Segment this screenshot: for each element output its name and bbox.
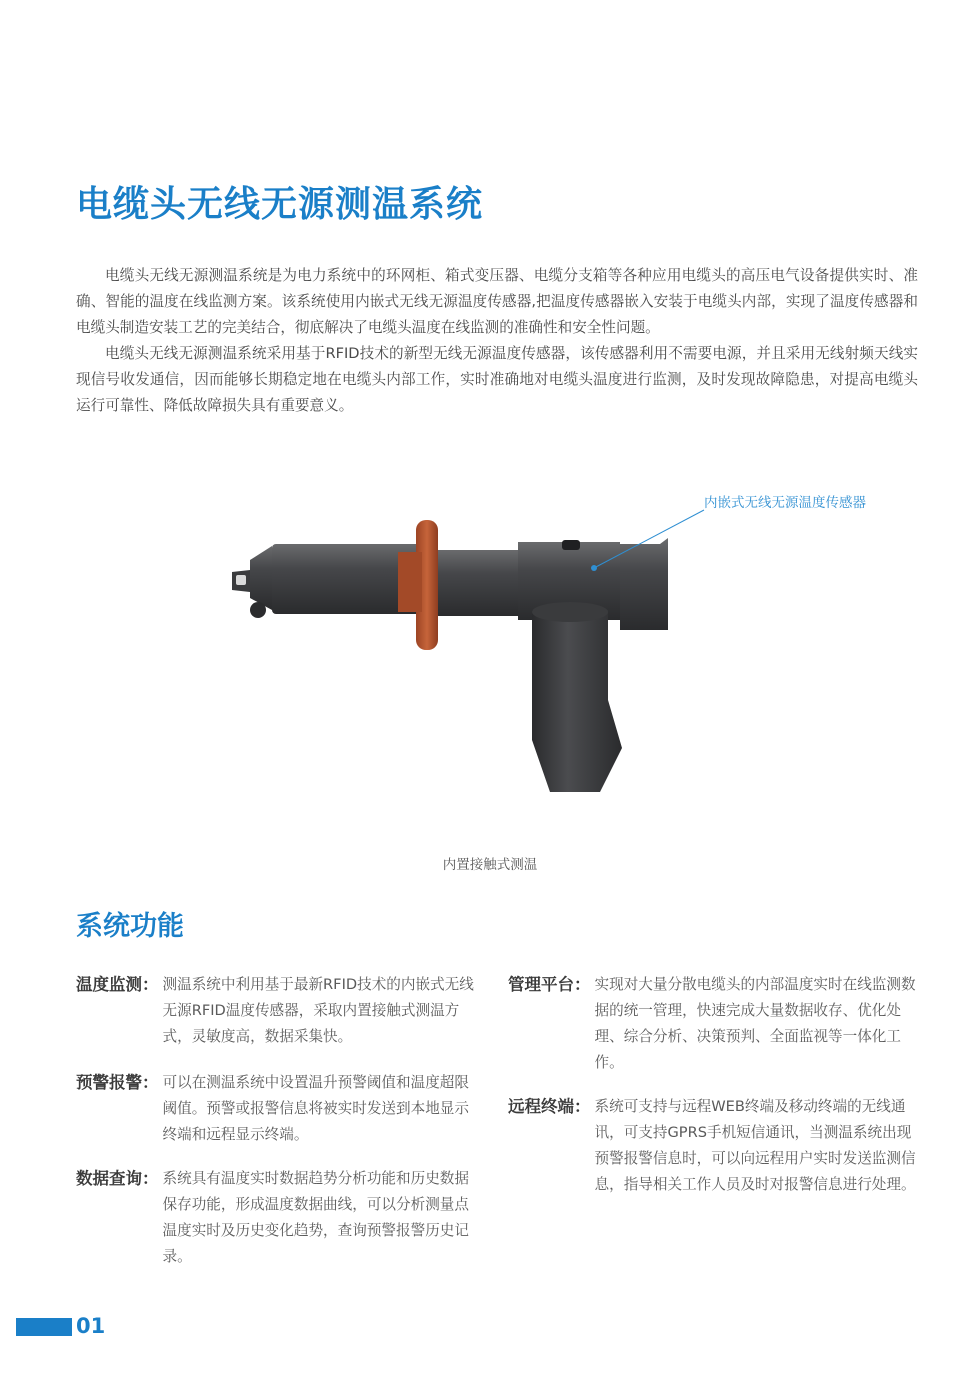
cable-termination-image: [220, 480, 920, 810]
feature-label: 远程终端：: [508, 1097, 591, 1116]
page-title: 电缆头无线无源测温系统: [76, 184, 484, 225]
vertical-leg: [532, 610, 622, 792]
feature-label: 温度监测：: [76, 975, 159, 994]
feature-text: 测温系统中利用基于最新RFID技术的内嵌式无线无源RFID温度传感器，采取内置接触式测温方式，灵敏度高，数据采集快。: [162, 976, 474, 1045]
feature-label: 数据查询：: [76, 1169, 159, 1188]
feature-management-platform: [508, 972, 918, 1076]
feature-temperature-monitoring: [76, 972, 478, 1050]
feature-text: 系统具有温度实时数据趋势分析功能和历史数据保存功能，形成温度数据曲线，可以分析测量点温度实时及历史变化趋势，查询预警报警历史记录。: [162, 1170, 469, 1265]
feature-text: 实现对大量分散电缆头的内部温度实时在线监测数据的统一管理，快速完成大量数据收存、优化处理、综合分析、决策预判、全面监视等一体化工作。: [594, 976, 916, 1071]
feature-text: 系统可支持与远程WEB终端及移动终端的无线通讯，可支持GPRS手机短信通讯，当测温系统出现预警报警信息时，可以向远程用户实时发送监测信息，指导相关工作人员及时对报警信息进行处理。: [594, 1098, 916, 1193]
feature-data-query: [76, 1166, 478, 1270]
intro-paragraph-2: 电缆头无线无源测温系统采用基于RFID技术的新型无线无源温度传感器，该传感器利用不需要电源，并且采用无线射频天线实现信号收发通信，因而能够长期稳定地在电缆头内部工作，实时准确地对电缆头温度进行监测，及时发现故障隐患，对提高电缆头运行可靠性、降低故障损失具有重要意义。: [76, 345, 918, 414]
intro-paragraph-1: 电缆头无线无源测温系统是为电力系统中的环网柜、箱式变压器、电缆分支箱等各种应用电缆头的高压电气设备提供实时、准确、智能的温度在线监测方案。该系统使用内嵌式无线无源温度传感器,把温度传感器嵌入安装于电缆头内部，实现了温度传感器和电缆头制造安装工艺的完美结合，彻底解决了电缆头温度在线监测的准确性和安全性问题。: [76, 267, 918, 336]
section-title: 系统功能: [76, 911, 184, 942]
intro-text: [76, 263, 918, 419]
page-number: 01: [76, 1314, 106, 1338]
main-barrel: [438, 550, 518, 616]
test-point-cap: [562, 540, 580, 550]
feature-early-warning: [76, 1070, 478, 1148]
figure-caption: 内置接触式测温: [442, 857, 538, 873]
front-cone: [250, 546, 272, 610]
footer-accent-bar: [16, 1318, 72, 1336]
feature-remote-terminal: [508, 1094, 918, 1198]
feature-label: 管理平台：: [508, 975, 591, 994]
feature-text: 可以在测温系统中设置温升预警阈值和温度超限阈值。预警或报警信息将被实时发送到本地显示终端和远程显示终端。: [162, 1074, 469, 1143]
feature-label: 预警报警：: [76, 1073, 159, 1092]
rear-housing: [620, 538, 668, 630]
sensor-label: 内嵌式无线无源温度传感器: [704, 495, 866, 511]
front-knob: [250, 602, 266, 618]
